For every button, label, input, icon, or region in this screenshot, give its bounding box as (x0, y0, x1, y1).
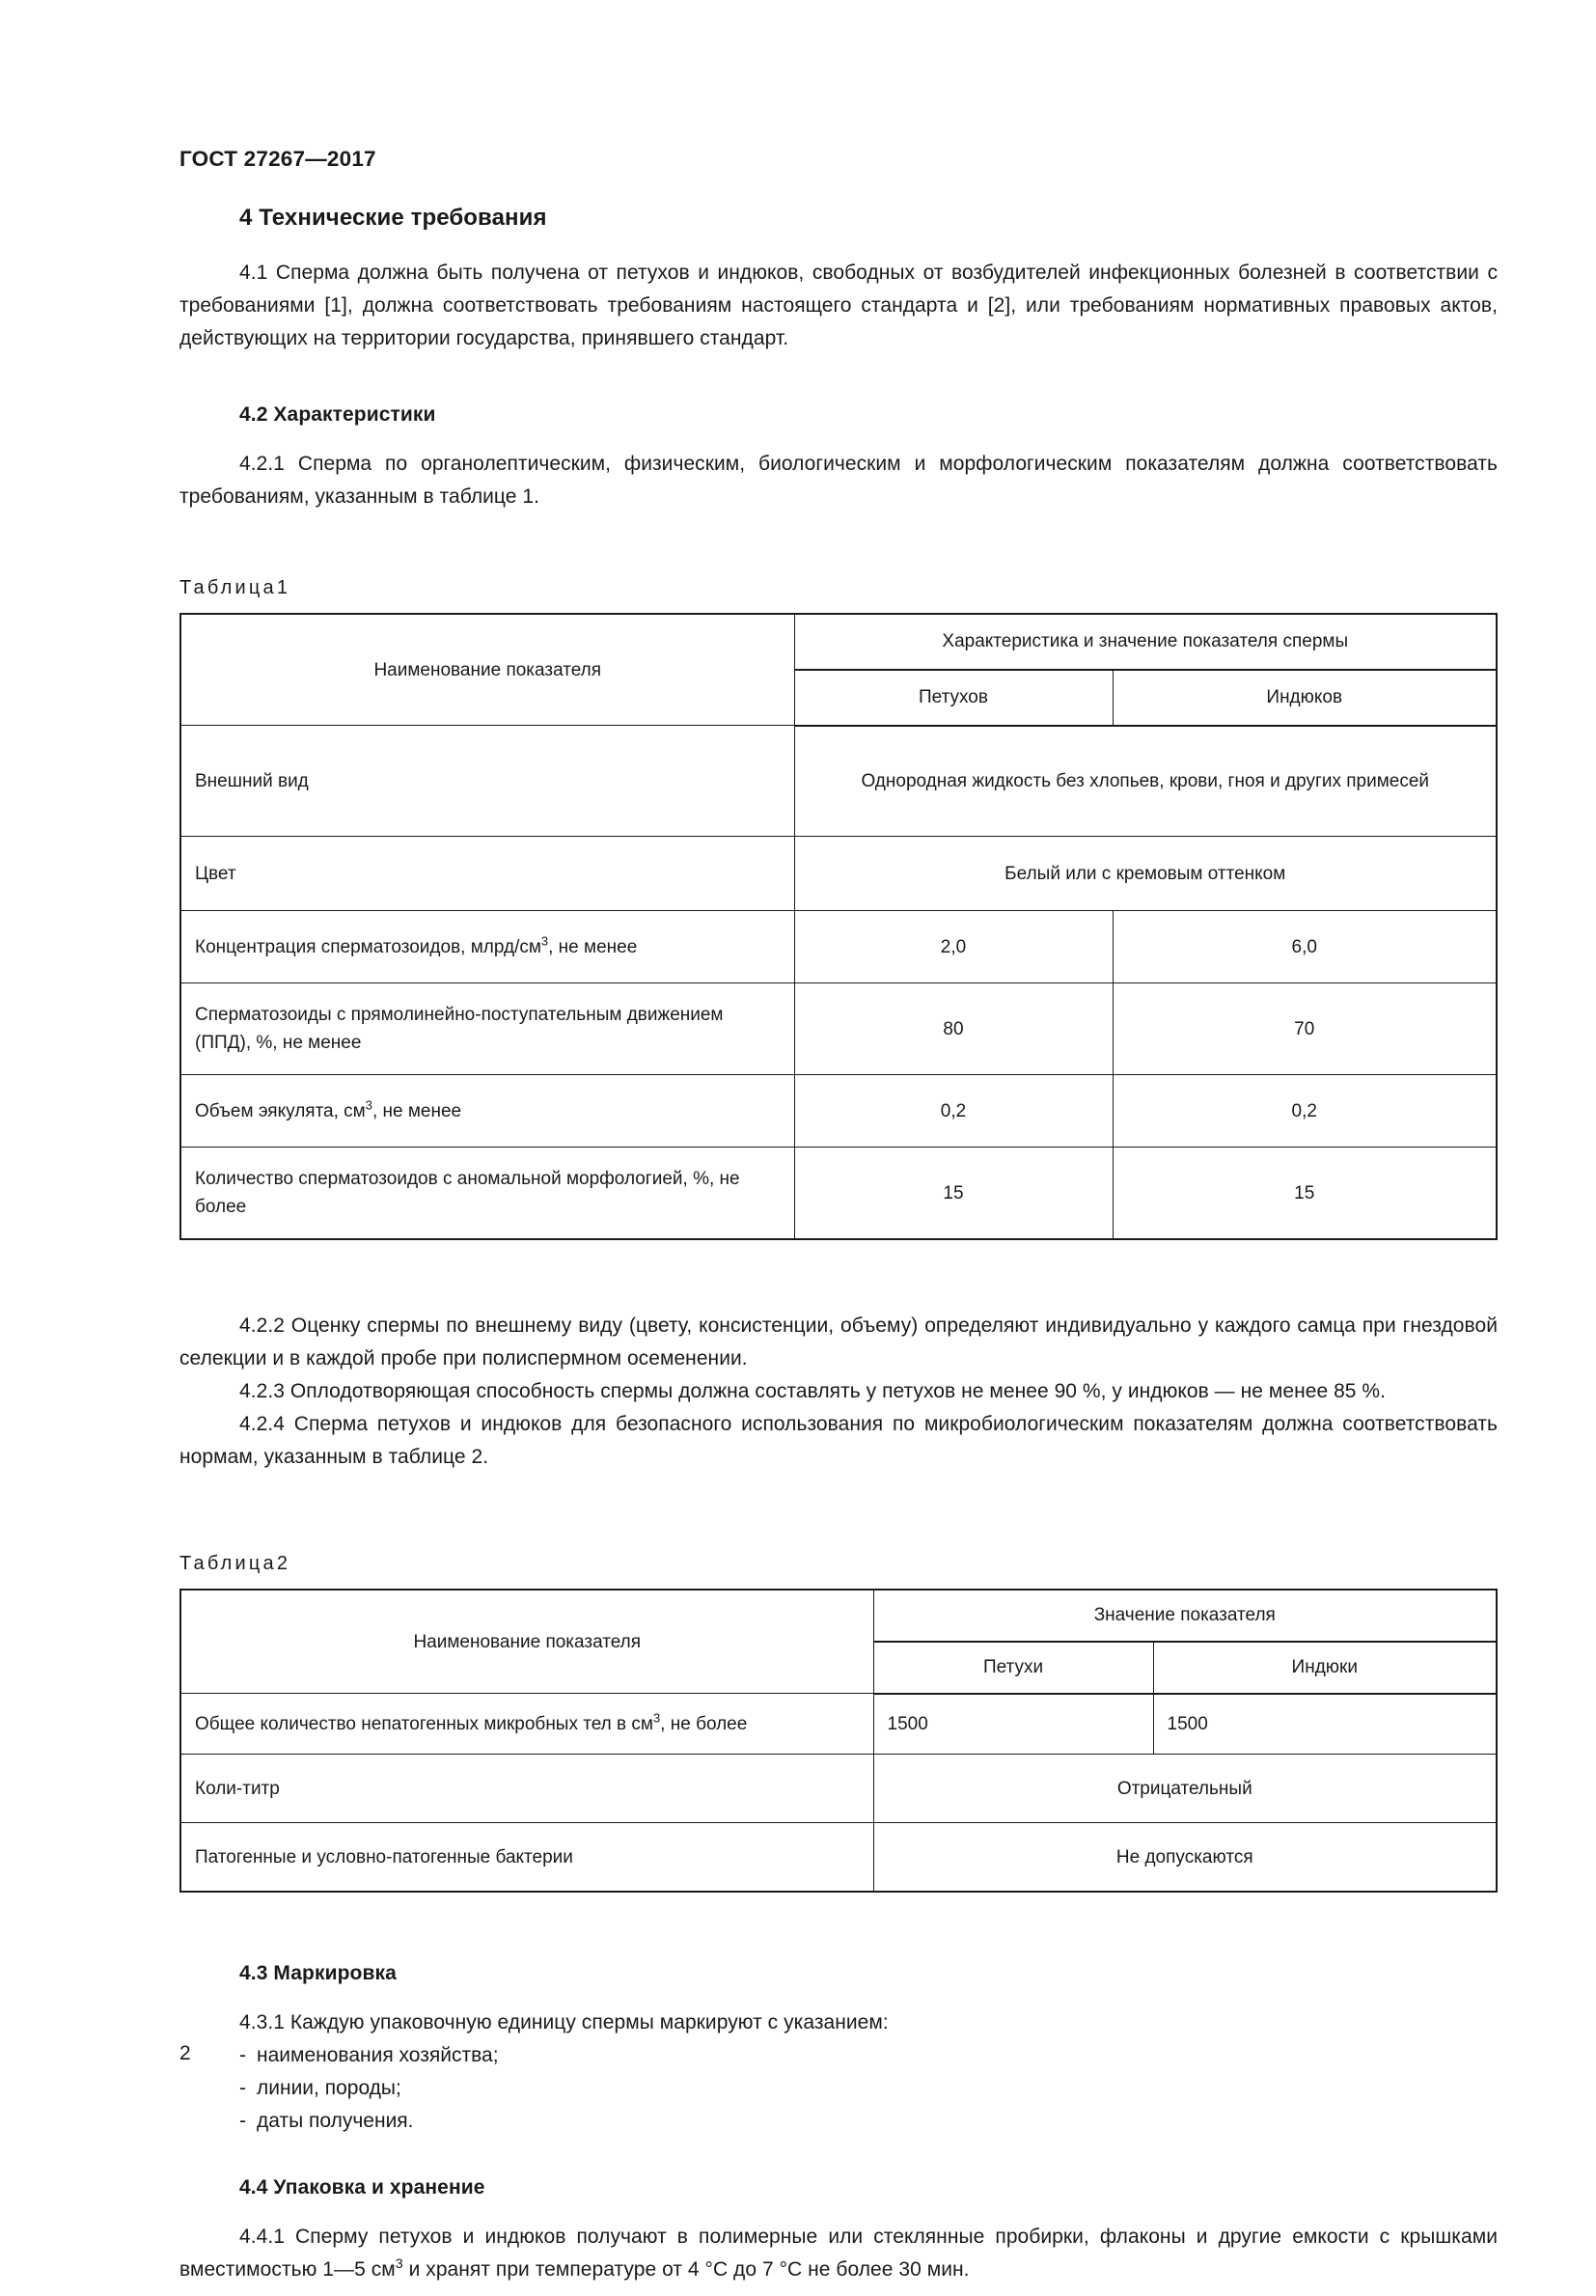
document-header-standard-id: ГОСТ 27267—2017 (179, 147, 376, 171)
table1-row0-value (794, 726, 1497, 837)
paragraph-4-2-1: 4.2.1 Сперма по органолептическим, физическим, биологическим и морфологическим показателям должна соответствовать требованиям, указанным в таблице 1. (179, 453, 1498, 508)
table1-row0-name (180, 726, 794, 837)
table1-row2-name (180, 911, 794, 983)
table1-row1-name-text: Цвет (195, 863, 236, 884)
table1-row2-v2 (1113, 911, 1497, 983)
table1-row2-name-text (181, 911, 794, 982)
table-row (180, 1755, 1497, 1823)
table1-row1-value-text: Белый или с кремовым оттенком (1004, 863, 1286, 884)
table-2 (179, 1589, 1498, 1893)
table1-row5-v1 (794, 1148, 1113, 1240)
table2-caption (179, 1553, 1498, 1575)
table1-row5-v2-text: 15 (1294, 1182, 1315, 1203)
list-item-text: наименования хозяйства; (257, 2044, 499, 2066)
table1-row3-v1 (794, 983, 1113, 1075)
table1-row4-name-sup: 3 (365, 1097, 372, 1113)
table1-row0-name-text: Внешний вид (195, 770, 309, 791)
table2-row0-name-main: Общее количество непатогенных микробных тел в см (195, 1713, 653, 1734)
table2-row1-name (180, 1755, 873, 1823)
table2-row0-v2 (1153, 1694, 1497, 1755)
spacer (179, 1893, 1498, 1962)
table1-row4-v2 (1113, 1075, 1497, 1148)
table1-row3-v1-text: 80 (943, 1018, 964, 1039)
section-heading-4: 4 Технические требования (239, 205, 547, 231)
table-1 (179, 613, 1498, 1240)
table1-row2-name-main: Концентрация сперматозоидов, млрд/см (195, 936, 541, 957)
table1-row3-name (180, 983, 794, 1075)
table-row (180, 1590, 1497, 1642)
table1-row4-v2-text: 0,2 (1291, 1100, 1317, 1121)
table-row (180, 1823, 1497, 1893)
table1-header-group-text: Характеристика и значение показателя спермы (942, 631, 1349, 652)
table-row (180, 726, 1497, 837)
table1-row2-name-sup: 3 (540, 933, 549, 949)
list-item (239, 2105, 1498, 2138)
table1-header-sub-turkeys (1113, 670, 1497, 726)
table1-row4-v1-text: 0,2 (940, 1100, 967, 1121)
table1-row4-name-text (181, 1075, 794, 1147)
table1-header-sub2-text: Индюков (1266, 687, 1343, 708)
table1-row5-v2 (1113, 1148, 1497, 1240)
table1-caption (179, 577, 1498, 599)
list-item-text: линии, породы; (257, 2077, 401, 2099)
table2-caption-label: Таблица (179, 1553, 277, 1574)
table1-row2-v1-text: 2,0 (940, 936, 967, 957)
table-row (180, 911, 1497, 983)
table1-row4-name-main: Объем эякулята, см (195, 1100, 366, 1121)
table2-row0-name-suffix: , не более (660, 1713, 748, 1734)
table1-row5-v1-text: 15 (943, 1182, 964, 1203)
table1-header-name-text: Наименование показателя (373, 659, 602, 680)
table1-caption-number: 1 (276, 577, 288, 598)
table-row (180, 1148, 1497, 1240)
section-heading-4-2: 4.2 Характеристики (239, 403, 436, 426)
paragraph-4-3-1: 4.3.1 Каждую упаковочную единицу спермы маркируют с указанием: (239, 2011, 889, 2033)
table1-row1-value (794, 837, 1497, 911)
table2-row0-name-sup: 3 (652, 1710, 661, 1726)
table2-row0-v1 (873, 1694, 1153, 1755)
table1-header-sub-roosters (794, 670, 1113, 726)
paragraph-4-4-1-suffix: и хранят при температуре от 4 °C до 7 °C не более 30 мин. (402, 2258, 970, 2281)
table2-row0-name (180, 1694, 873, 1755)
table1-caption-label: Таблица (179, 577, 277, 598)
table-1-head (180, 614, 1497, 726)
table2-row2-value (873, 1823, 1497, 1893)
dash-bullet: - (239, 2044, 246, 2066)
table2-header-name (180, 1590, 873, 1694)
table-row (180, 1075, 1497, 1148)
table1-row4-name-suffix: , не менее (371, 1100, 462, 1121)
paragraph-4-4-1-sup: 3 (395, 2256, 403, 2272)
list-item (239, 2072, 1498, 2105)
table2-row1-name-text: Коли-титр (195, 1778, 280, 1799)
table1-row3-v2 (1113, 983, 1497, 1075)
table1-row1-name (180, 837, 794, 911)
table2-header-name-text: Наименование показателя (413, 1631, 642, 1652)
paragraph-4-4-1 (179, 2221, 1498, 2286)
table2-row2-value-text: Не допускаются (1115, 1846, 1253, 1867)
table-row (180, 983, 1497, 1075)
table2-header-group-text: Значение показателя (1093, 1605, 1276, 1626)
table2-row0-v1-text: 1500 (887, 1713, 928, 1734)
table2-header-sub-roosters (873, 1642, 1153, 1694)
table2-header-group (873, 1590, 1497, 1642)
table2-row1-value-text: Отрицательный (1116, 1778, 1252, 1799)
table2-header-sub-turkeys (1153, 1642, 1497, 1694)
dash-bullet: - (239, 2110, 246, 2132)
table2-row2-name-text: Патогенные и условно-патогенные бактерии (195, 1846, 573, 1867)
table2-row0-v2-text: 1500 (1167, 1713, 1208, 1734)
table1-row2-v2-text: 6,0 (1291, 936, 1317, 957)
table2-row1-value (873, 1755, 1497, 1823)
table2-row2-name (180, 1823, 873, 1893)
list-item (239, 2039, 1498, 2072)
section-heading-4-3: 4.3 Маркировка (239, 1962, 397, 1984)
paragraph-4-2-2: 4.2.2 Оценку спермы по внешнему виду (цвету, консистенции, объему) определяют индивидуально у каждого самца при гнездовой селекции и в каждой пробе при полиспермном осеменении. (179, 1314, 1498, 1369)
section-heading-4-4: 4.4 Упаковка и хранение (239, 2176, 485, 2199)
table2-row0-name-text (181, 1694, 873, 1754)
table1-row2-v1 (794, 911, 1113, 983)
list-item-text: даты получения. (257, 2110, 414, 2132)
table-1-body (180, 726, 1497, 1240)
table1-header-group (794, 614, 1497, 670)
table1-row0-value-text: Однородная жидкость без хлопьев, крови, гноя и других примесей (861, 770, 1430, 791)
table-2-head (180, 1590, 1497, 1694)
table-row (180, 1694, 1497, 1755)
table1-row3-name-text: Сперматозоиды с прямолинейно-поступательным движением (ППД), %, не менее (195, 1005, 724, 1053)
paragraph-4-2-3: 4.2.3 Оплодотворяющая способность спермы должна составлять у петухов не менее 90 %, у индюков — не менее 85 %. (239, 1380, 1387, 1402)
spacer (179, 2138, 1498, 2176)
table1-row5-name-text: Количество сперматозоидов с аномальной морфологией, %, не более (195, 1169, 740, 1217)
table1-row5-name (180, 1148, 794, 1240)
marking-list (179, 2039, 1498, 2138)
table2-header-sub2-text: Индюки (1291, 1657, 1358, 1678)
table2-header-sub1-text: Петухи (982, 1657, 1044, 1678)
spacer (179, 523, 1498, 577)
table-row (180, 614, 1497, 670)
table1-row3-v2-text: 70 (1294, 1018, 1315, 1039)
dash-bullet: - (239, 2077, 246, 2099)
spacer (179, 1483, 1498, 1553)
page-number: 2 (179, 2042, 191, 2064)
spacer (179, 1240, 1498, 1310)
table1-row4-name (180, 1075, 794, 1148)
table2-caption-number: 2 (276, 1553, 288, 1574)
table-row (180, 837, 1497, 911)
paragraph-4-4-1-prefix: 4.4.1 Сперму петухов и индюков получают в полимерные или стеклянные пробирки, флаконы и другие емкости с крышками вместимостью 1—5 см (179, 2226, 1498, 2281)
table1-row2-name-suffix: , не менее (548, 936, 638, 957)
table1-header-name (180, 614, 794, 726)
paragraph-4-2-4: 4.2.4 Сперма петухов и индюков для безопасного использования по микробиологическим показателям должна соответствовать нормам, указанным в таблице 2. (179, 1413, 1498, 1468)
document-content (179, 205, 1498, 2296)
table1-row4-v1 (794, 1075, 1113, 1148)
paragraph-4-1: 4.1 Сперма должна быть получена от петухов и индюков, свободных от возбудителей инфекционных болезней в соответствии с требованиями [1], должна соответствовать требованиям настоящего стандарта и [2], или требованиям нормативных правовых актов, действующих на территории государства, принявшего стандарт. (179, 262, 1498, 349)
table-2-body (180, 1694, 1497, 1893)
spacer (179, 365, 1498, 403)
table1-header-sub1-text: Петухов (919, 687, 988, 708)
